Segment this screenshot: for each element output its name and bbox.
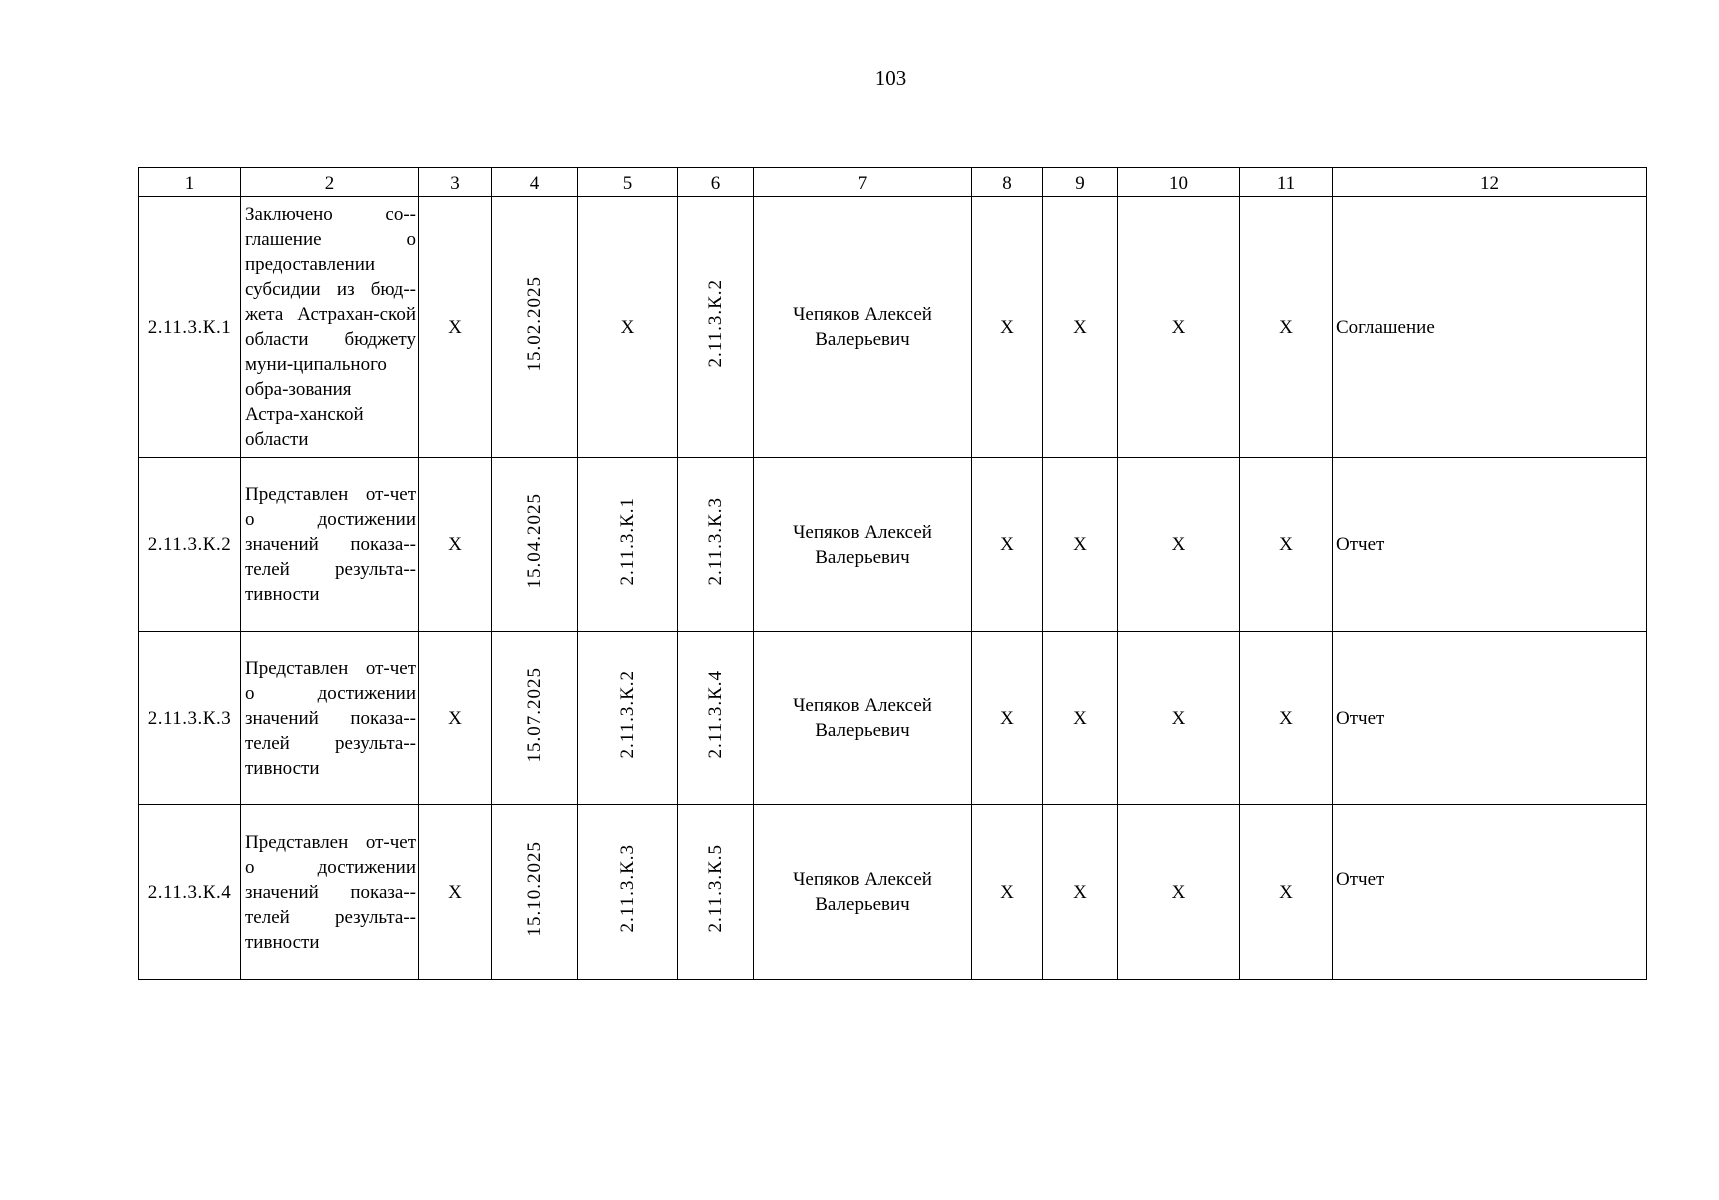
col-header-1: 1: [139, 168, 241, 197]
successor-text: 2.11.3.К.2: [705, 279, 726, 368]
table-row: [139, 632, 1647, 805]
date-text: 15.04.2025: [524, 493, 545, 589]
cell-document: Отчет: [1333, 458, 1647, 632]
cell-col8: X: [972, 632, 1043, 805]
table-row: [139, 805, 1647, 980]
cell-document: Отчет: [1333, 805, 1647, 980]
cell-description: Представлен от-чет о достижении значений показа-телей результа-тивности: [241, 632, 419, 805]
cell-col11: X: [1240, 805, 1333, 980]
cell-col10: X: [1118, 632, 1240, 805]
col-header-6: 6: [678, 168, 754, 197]
cell-code: 2.11.3.К.4: [139, 805, 241, 980]
page-number: 103: [874, 66, 907, 90]
cell-successor: [678, 197, 754, 458]
successor-text: 2.11.3.К.5: [705, 844, 726, 933]
cell-code: 2.11.3.К.1: [139, 197, 241, 458]
cell-col8: X: [972, 805, 1043, 980]
cell-col11: X: [1240, 197, 1333, 458]
control-points-table: [138, 167, 1647, 980]
date-text: 15.07.2025: [524, 666, 545, 763]
cell-responsible: Чепяков Алексей Валерьевич: [754, 632, 972, 805]
cell-col3: X: [419, 197, 492, 458]
cell-date: [492, 458, 578, 632]
successor-text: 2.11.3.К.3: [705, 496, 726, 586]
cell-successor: [678, 458, 754, 632]
cell-successor: [678, 805, 754, 980]
header-row: [139, 168, 1647, 197]
cell-predecessor: [578, 458, 678, 632]
predecessor-text: 2.11.3.К.3: [617, 844, 638, 933]
col-header-12: 12: [1333, 168, 1647, 197]
cell-responsible: Чепяков Алексей Валерьевич: [754, 805, 972, 980]
cell-date: [492, 197, 578, 458]
cell-col11: X: [1240, 458, 1333, 632]
col-header-8: 8: [972, 168, 1043, 197]
cell-col10: X: [1118, 805, 1240, 980]
cell-date: [492, 632, 578, 805]
cell-code: 2.11.3.К.2: [139, 458, 241, 632]
cell-col9: X: [1043, 632, 1118, 805]
cell-col8: X: [972, 197, 1043, 458]
cell-document: Соглашение: [1333, 197, 1647, 458]
cell-col3: X: [419, 458, 492, 632]
cell-col8: X: [972, 458, 1043, 632]
col-header-4: 4: [492, 168, 578, 197]
cell-responsible: Чепяков Алексей Валерьевич: [754, 458, 972, 632]
successor-text: 2.11.3.К.4: [705, 670, 726, 759]
cell-predecessor: [578, 805, 678, 980]
cell-description: Заключено со-глашение о предоставлении субсидии из бюд-жета Астрахан-ской области бюджету муни-ципального обра-зования Астра-ханской области: [241, 197, 419, 458]
predecessor-text: 2.11.3.К.2: [617, 670, 638, 759]
cell-col11: X: [1240, 632, 1333, 805]
cell-col3: X: [419, 632, 492, 805]
cell-successor: [678, 632, 754, 805]
date-text: 15.02.2025: [524, 275, 545, 372]
cell-predecessor: [578, 632, 678, 805]
col-header-3: 3: [419, 168, 492, 197]
cell-responsible: Чепяков Алексей Валерьевич: [754, 197, 972, 458]
cell-description: Представлен от-чет о достижении значений показа-телей результа-тивности: [241, 458, 419, 632]
cell-date: [492, 805, 578, 980]
col-header-11: 11: [1240, 168, 1333, 197]
date-text: 15.10.2025: [524, 840, 545, 937]
col-header-2: 2: [241, 168, 419, 197]
col-header-7: 7: [754, 168, 972, 197]
cell-col9: X: [1043, 805, 1118, 980]
cell-document: Отчет: [1333, 632, 1647, 805]
col-header-5: 5: [578, 168, 678, 197]
cell-col10: X: [1118, 458, 1240, 632]
cell-predecessor: X: [578, 197, 678, 458]
cell-col10: X: [1118, 197, 1240, 458]
predecessor-text: 2.11.3.К.1: [617, 496, 638, 586]
cell-description: Представлен от-чет о достижении значений показа-телей результа-тивности: [241, 805, 419, 980]
cell-col9: X: [1043, 197, 1118, 458]
col-header-9: 9: [1043, 168, 1118, 197]
table-row: [139, 458, 1647, 632]
cell-col3: X: [419, 805, 492, 980]
cell-col9: X: [1043, 458, 1118, 632]
cell-code: 2.11.3.К.3: [139, 632, 241, 805]
col-header-10: 10: [1118, 168, 1240, 197]
table-row: [139, 197, 1647, 458]
